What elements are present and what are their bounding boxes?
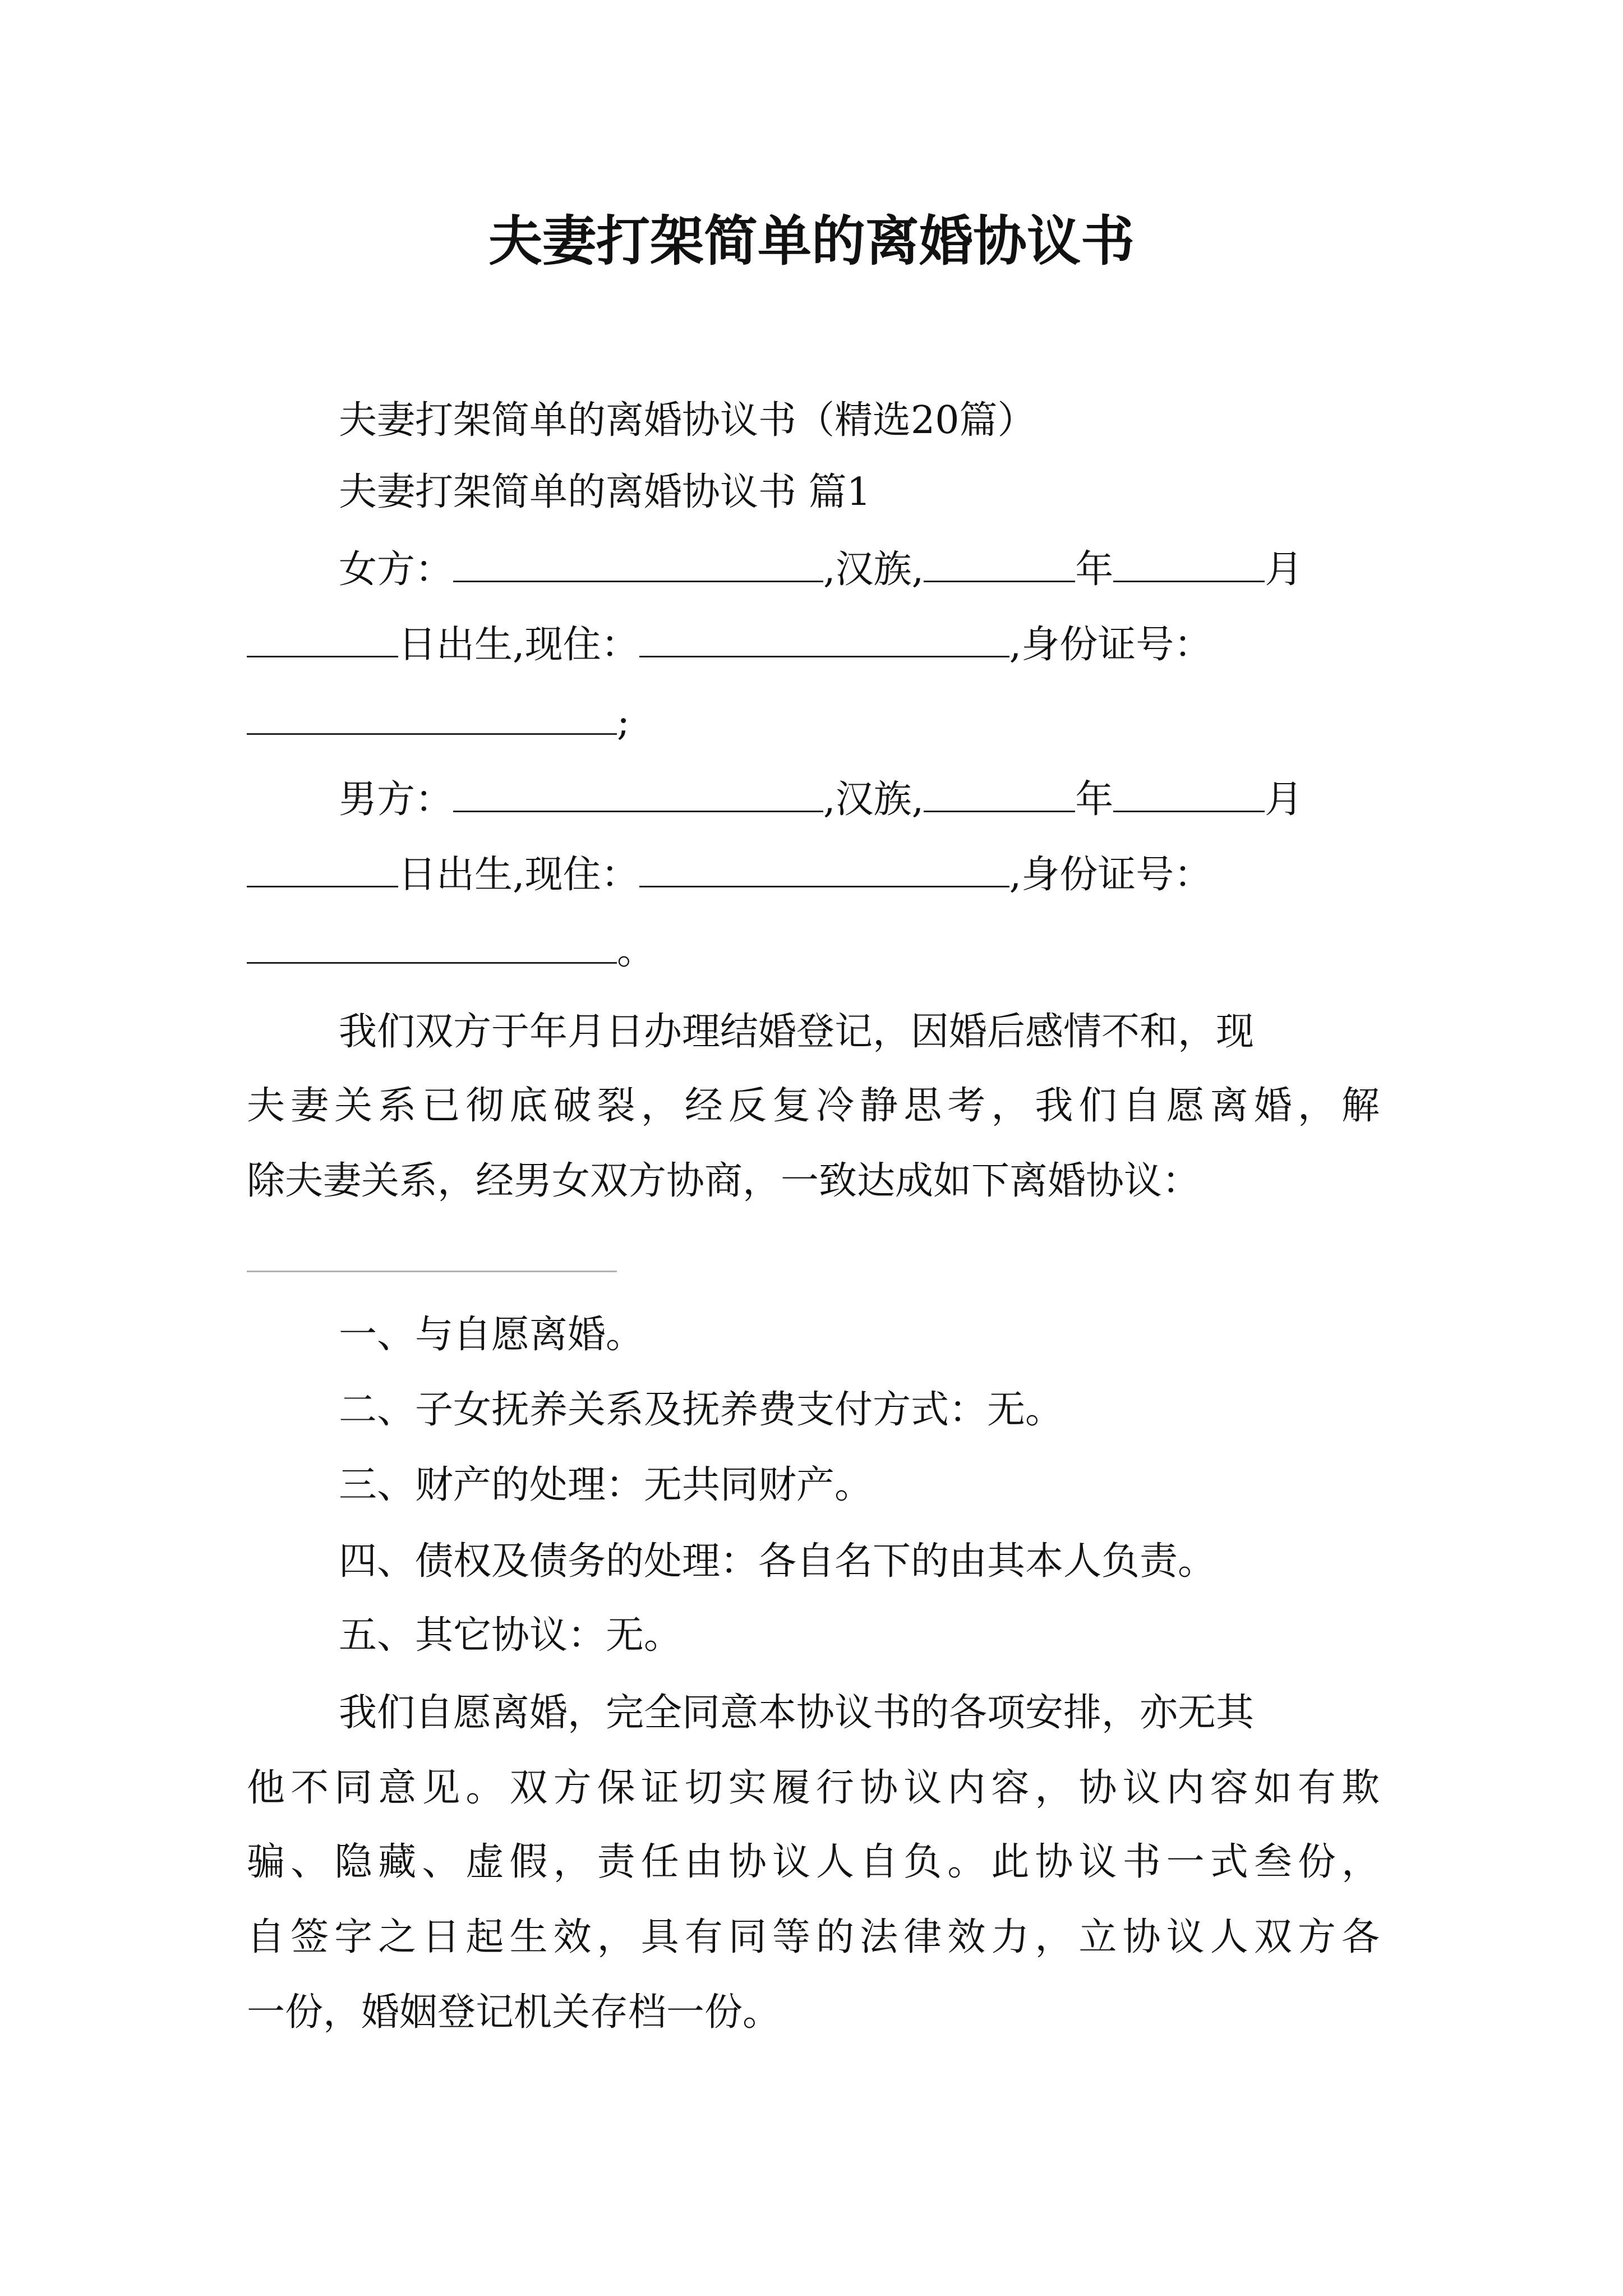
closing-line-3: 骗、隐藏、虚假，责任由协议人自负。此协议书一式叁份， (247, 1840, 1380, 1884)
woman-line-3 (247, 694, 630, 751)
man-birth-residence: 日出生,现住： (398, 853, 639, 897)
preamble-line-3: 除夫妻关系，经男女双方协商，一致达成如下离婚协议： (247, 1159, 1201, 1203)
closing-line-1: 我们自愿离婚，完全同意本协议书的各项安排，亦无其 (339, 1691, 1255, 1735)
separator-rule (247, 1271, 617, 1272)
closing-line-5: 一份，婚姻登记机关存档一份。 (247, 1990, 781, 2035)
woman-ethnicity: ,汉族, (823, 547, 924, 592)
man-day-blank (247, 852, 398, 887)
section-heading: 夫妻打架简单的离婚协议书 篇1 (339, 470, 871, 514)
clause-2: 二、子女抚养关系及抚养费支付方式：无。 (339, 1388, 1064, 1432)
preamble-line-1: 我们双方于年月日办理结婚登记，因婚后感情不和，现 (339, 1010, 1255, 1054)
woman-year-label: 年 (1075, 547, 1114, 592)
man-line-end: 。 (617, 929, 656, 973)
woman-birth-residence: 日出生,现住： (398, 623, 639, 667)
man-ethnicity: ,汉族, (823, 777, 924, 822)
man-year-label: 年 (1075, 777, 1114, 822)
man-line-1 (339, 772, 1303, 828)
woman-id-label: ,身份证号： (1009, 623, 1212, 667)
document-subtitle: 夫妻打架简单的离婚协议书（精选20篇） (339, 398, 1036, 443)
clause-1: 一、与自愿离婚。 (339, 1313, 644, 1357)
woman-month-label: 月 (1265, 547, 1303, 592)
man-label: 男方： (339, 777, 454, 822)
man-year-blank (924, 776, 1075, 812)
woman-line-end: ; (617, 700, 630, 744)
preamble-line-2: 夫妻关系已彻底破裂，经反复冷静思考，我们自愿离婚，解 (247, 1084, 1380, 1128)
woman-name-blank (453, 546, 823, 582)
woman-line-1 (339, 542, 1303, 598)
man-line-3 (247, 923, 655, 979)
man-name-blank (453, 776, 823, 812)
man-month-blank (1113, 776, 1265, 812)
woman-month-blank (1113, 546, 1265, 582)
woman-year-blank (924, 546, 1075, 582)
clause-3: 三、财产的处理：无共同财产。 (339, 1463, 873, 1507)
woman-id-blank (247, 699, 617, 735)
closing-line-4: 自签字之日起生效，具有同等的法律效力，立协议人双方各 (247, 1915, 1380, 1959)
woman-day-blank (247, 622, 398, 657)
man-line-2 (247, 847, 1212, 903)
man-id-blank (247, 928, 617, 964)
woman-label: 女方： (339, 547, 454, 592)
clause-5: 五、其它协议：无。 (339, 1613, 683, 1658)
man-month-label: 月 (1265, 777, 1303, 822)
man-address-blank (639, 852, 1009, 887)
woman-line-2 (247, 617, 1212, 673)
document-title: 夫妻打架简单的离婚协议书 (488, 209, 1135, 273)
man-id-label: ,身份证号： (1009, 853, 1212, 897)
woman-address-blank (639, 622, 1009, 657)
clause-4: 四、债权及债务的处理：各自名下的由其本人负责。 (339, 1539, 1216, 1584)
closing-line-2: 他不同意见。双方保证切实履行协议内容，协议内容如有欺 (247, 1766, 1380, 1810)
